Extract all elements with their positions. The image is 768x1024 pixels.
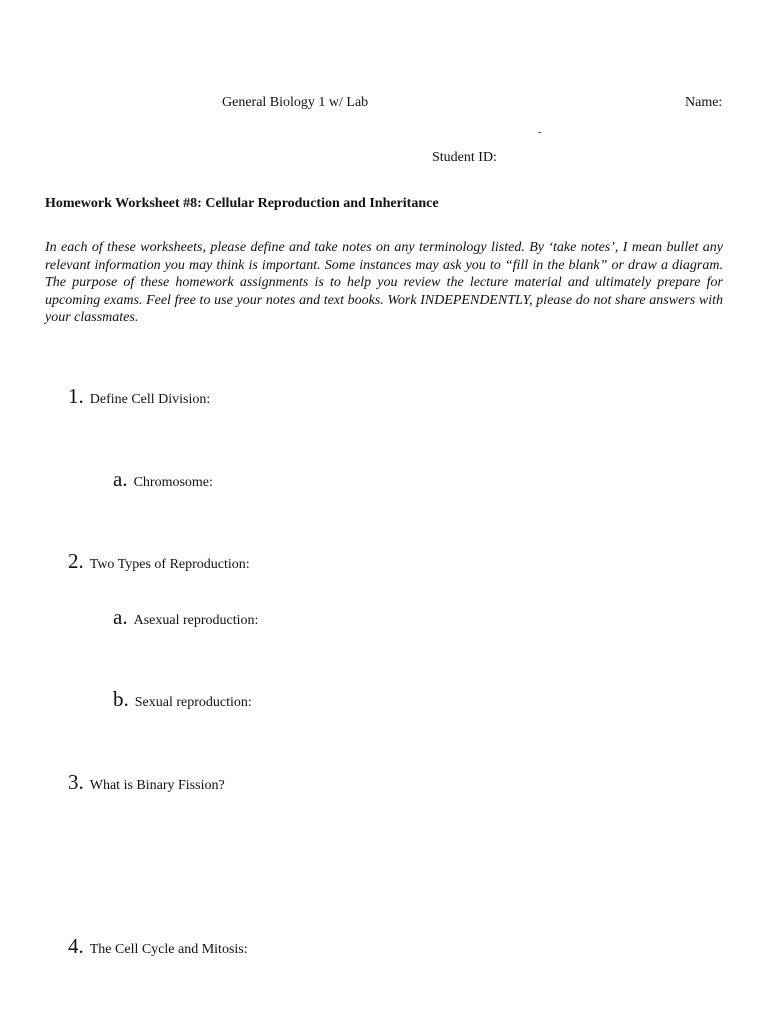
- question-3: [68, 770, 225, 795]
- question-number: 1.: [68, 384, 84, 408]
- sub-question-text: Asexual reproduction:: [133, 613, 259, 628]
- question-2b: [113, 687, 252, 712]
- question-2: [68, 549, 250, 574]
- sub-question-letter: a.: [113, 467, 128, 491]
- student-id-label: Student ID:: [432, 150, 497, 165]
- question-2a: [113, 605, 258, 630]
- name-label: Name:: [685, 95, 723, 110]
- question-number: 3.: [68, 770, 84, 794]
- sub-question-text: Chromosome:: [133, 475, 213, 490]
- dash-mark: -: [538, 127, 542, 138]
- question-number: 4.: [68, 934, 84, 958]
- sub-question-letter: b.: [113, 687, 129, 711]
- course-title: General Biology 1 w/ Lab: [222, 95, 369, 110]
- sub-question-letter: a.: [113, 605, 128, 629]
- question-text: What is Binary Fission?: [89, 778, 225, 793]
- instructions-paragraph: In each of these worksheets, please define and take notes on any terminology listed. By ‘take notes’, I mean bullet any relevant information you may think is important. Some instances may ask you to “fill in the blank” or draw a diagram. The purpose of these homework assignments is to help you review the lecture material and ultimately prepare for upcoming exams. Feel free to use your notes and text books. Work INDEPENDENTLY, please do not share answers with your classmates.: [45, 240, 723, 325]
- question-text: Define Cell Division:: [89, 392, 211, 407]
- worksheet-title: Homework Worksheet #8: Cellular Reproduction and Inheritance: [45, 196, 439, 211]
- sub-question-text: Sexual reproduction:: [134, 695, 252, 710]
- question-text: The Cell Cycle and Mitosis:: [89, 942, 248, 957]
- question-1a: [113, 467, 213, 492]
- question-text: Two Types of Reproduction:: [89, 557, 250, 572]
- question-4: [68, 934, 248, 959]
- question-number: 2.: [68, 549, 84, 573]
- question-1: [68, 384, 210, 409]
